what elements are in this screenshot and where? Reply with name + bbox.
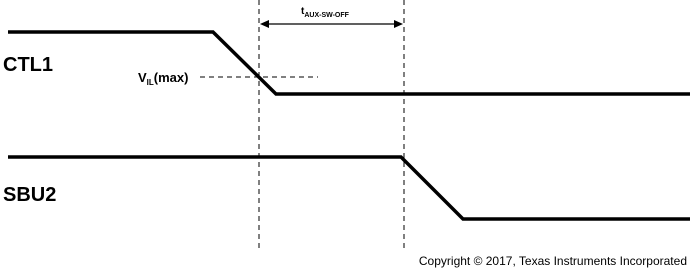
timing-label: $t_{AUX-SW-OFF}$ <box>301 6 349 19</box>
copyright-notice: Copyright © 2017, Texas Instruments Incorporated <box>418 254 687 268</box>
sbu2-label: SBU2 <box>3 184 57 206</box>
sbu2-waveform <box>8 157 690 219</box>
arrowhead-right-icon <box>394 20 403 28</box>
arrowhead-left-icon <box>260 20 269 28</box>
ctl1-waveform <box>8 32 690 94</box>
timing-dimension-arrow <box>260 20 403 28</box>
threshold-label: $V_{IL}(\max)$ <box>138 70 189 87</box>
ctl1-label: CTL1 <box>3 54 53 76</box>
